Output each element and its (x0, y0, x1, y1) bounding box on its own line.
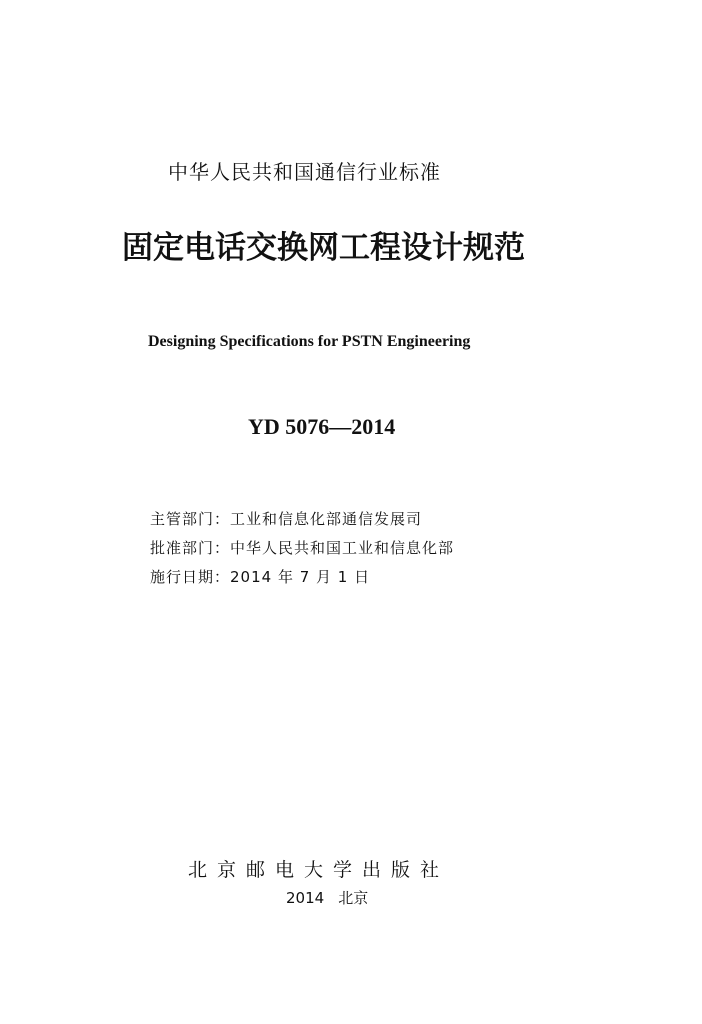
effective-date: 施行日期：2014 年 7 月 1 日 (150, 568, 371, 586)
document-title-chinese: 固定电话交换网工程设计规范 (122, 230, 525, 266)
publication-year: 2014 (286, 889, 325, 907)
publication-info (286, 887, 368, 908)
approving-department: 批准部门：中华人民共和国工业和信息化部 (150, 539, 455, 557)
standard-series-heading: 中华人民共和国通信行业标准 (168, 160, 441, 184)
document-title-english: Designing Specifications for PSTN Engineering (148, 333, 471, 350)
standard-code: YD 5076—2014 (248, 414, 396, 439)
publisher-name: 北京邮电大学出版社 (188, 859, 450, 881)
supervising-department: 主管部门：工业和信息化部通信发展司 (150, 510, 423, 528)
publication-city: 北京 (338, 889, 369, 907)
